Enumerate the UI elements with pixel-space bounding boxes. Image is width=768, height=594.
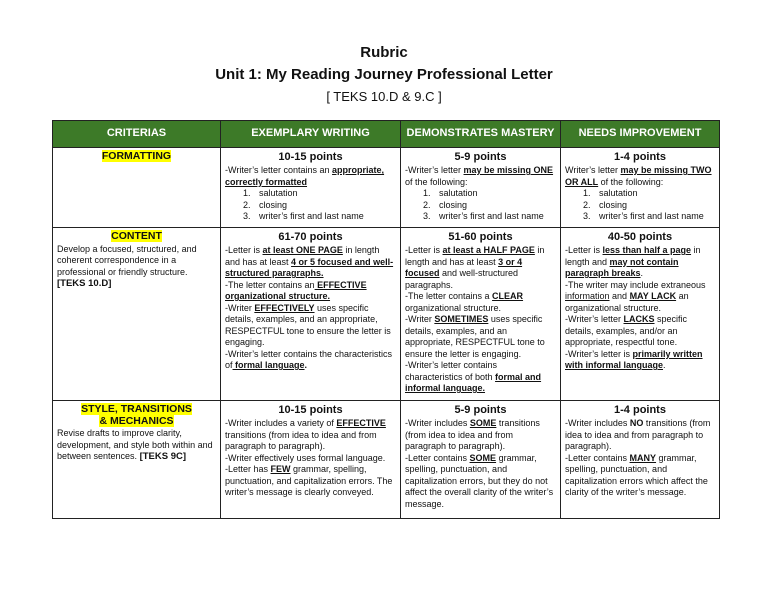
points-label: 1-4 points (614, 151, 666, 163)
list-item: 2. closing (243, 199, 288, 210)
criteria-cell-style (53, 401, 221, 519)
col-header-exemplary: EXEMPLARY WRITING (221, 121, 401, 148)
list-item: 2. closing (583, 199, 628, 210)
style-needs-improvement-cell: 1-4 points -Writer includes NO transitions (from idea to idea and from paragraph to paragraph). -Letter contains MANY grammar, spelling, punctuation, and capitalization errors which affect the clarity of the writer’s message. (561, 401, 720, 519)
criteria-name-formatting: FORMATTING (101, 150, 172, 162)
points-label: 51-60 points (448, 231, 513, 243)
list-item: 2. closing (423, 199, 468, 210)
points-label: 1-4 points (614, 404, 666, 416)
list-item: 1. salutation (243, 188, 298, 198)
criteria-description: Develop a focused, structured, and coherent correspondence in a professional or friendly structure. (57, 243, 197, 277)
criteria-description: Revise drafts to improve clarity, development, and style both within and between sentences. (57, 428, 213, 461)
list-item: 3. writer’s first and last name (583, 211, 704, 221)
content-exemplary-cell: 61-70 points -Letter is at least ONE PAGE in length and has at least 4 or 5 focused and well-structured paragraphs. -The letter contains an EFFECTIVE organizational structure. -Writer EFFECTIVELY uses specific details, examples, and an appropriate, RESPECTFUL tone to ensure the letter is engaging. -Writer’s letter contains the characteristics of formal language. (221, 228, 401, 401)
criteria-name-style-line2: & MECHANICS (99, 414, 174, 427)
points-label: 10-15 points (278, 404, 343, 416)
col-header-criterias: CRITERIAS (53, 121, 221, 148)
style-mastery-cell: 5-9 points -Writer includes SOME transitions (from idea to idea and from paragraph to paragraph). -Letter contains SOME grammar, spelling, punctuation, and capitalization errors, but they do not affect the overall clarity of the writer’s message. (401, 401, 561, 519)
formatting-mastery-cell: 5-9 points -Writer’s letter may be missing ONE of the following: 1. salutation 2. closing 3. writer’s first and last name (401, 148, 561, 228)
formatting-exemplary-cell: 10-15 points -Writer’s letter contains an appropriate, correctly formatted 1. salutation 2. closing 3. writer’s first and last name (221, 148, 401, 228)
teks-code: [TEKS 10.D] (57, 278, 112, 289)
document-subtitle: Unit 1: My Reading Journey Professional Letter (215, 66, 553, 83)
points-label: 5-9 points (454, 151, 507, 163)
list-item: 3. writer’s first and last name (243, 211, 364, 221)
rubric-table (52, 120, 720, 519)
style-exemplary-cell: 10-15 points -Writer includes a variety of EFFECTIVE transitions (from idea to idea and from paragraph to paragraph). -Writer effectively uses formal language. -Letter has FEW grammar, spelling, punctuation, and capitalization errors. The writer’s message is clearly conveyed. (221, 401, 401, 519)
points-label: 10-15 points (278, 151, 343, 163)
col-header-needs-improvement: NEEDS IMPROVEMENT (561, 121, 720, 148)
list-item: 1. salutation (583, 188, 638, 198)
header-row (53, 121, 720, 148)
rubric-row-content (53, 228, 720, 401)
points-label: 40-50 points (607, 231, 673, 243)
criteria-cell-formatting (53, 148, 221, 228)
points-label: 5-9 points (454, 404, 507, 416)
criteria-cell-content (53, 228, 221, 401)
col-header-mastery: DEMONSTRATES MASTERY (401, 121, 561, 148)
teks-standards: [ TEKS 10.D & 9.C ] (326, 89, 442, 104)
rubric-row-style (53, 401, 720, 519)
points-label: 61-70 points (278, 231, 343, 243)
criteria-name-content: CONTENT (111, 230, 162, 242)
formatting-needs-improvement-cell: 1-4 points Writer’s letter may be missing TWO OR ALL of the following: 1. salutation 2. closing 3. writer’s first and last name (561, 148, 720, 228)
list-item: 3. writer’s first and last name (423, 211, 544, 221)
document-title: Rubric (360, 44, 408, 61)
teks-code: [TEKS 9C] (139, 451, 187, 462)
list-item: 1. salutation (423, 188, 478, 198)
content-needs-improvement-cell: 40-50 points -Letter is less than half a page in length and may not contain paragraph breaks. -The writer may include extraneous information and MAY LACK an organizational structure. -Writer’s letter LACKS specific details, examples, and/or an appropriate, respectful tone. -Writer’s letter is primarily written with informal language. (561, 228, 720, 401)
content-mastery-cell: 51-60 points -Letter is at least a HALF PAGE in length and has at least 3 or 4 focused and well-structured paragraphs. -The letter contains a CLEAR organizational structure. -Writer SOMETIMES uses specific details, examples, and an appropriate, RESPECTFUL tone to ensure the letter is engaging. -Writer’s letter contains characteristics of both formal and informal language. (401, 228, 561, 401)
criteria-name-style: STYLE, TRANSITIONS (81, 403, 192, 415)
rubric-row-formatting (53, 148, 720, 228)
